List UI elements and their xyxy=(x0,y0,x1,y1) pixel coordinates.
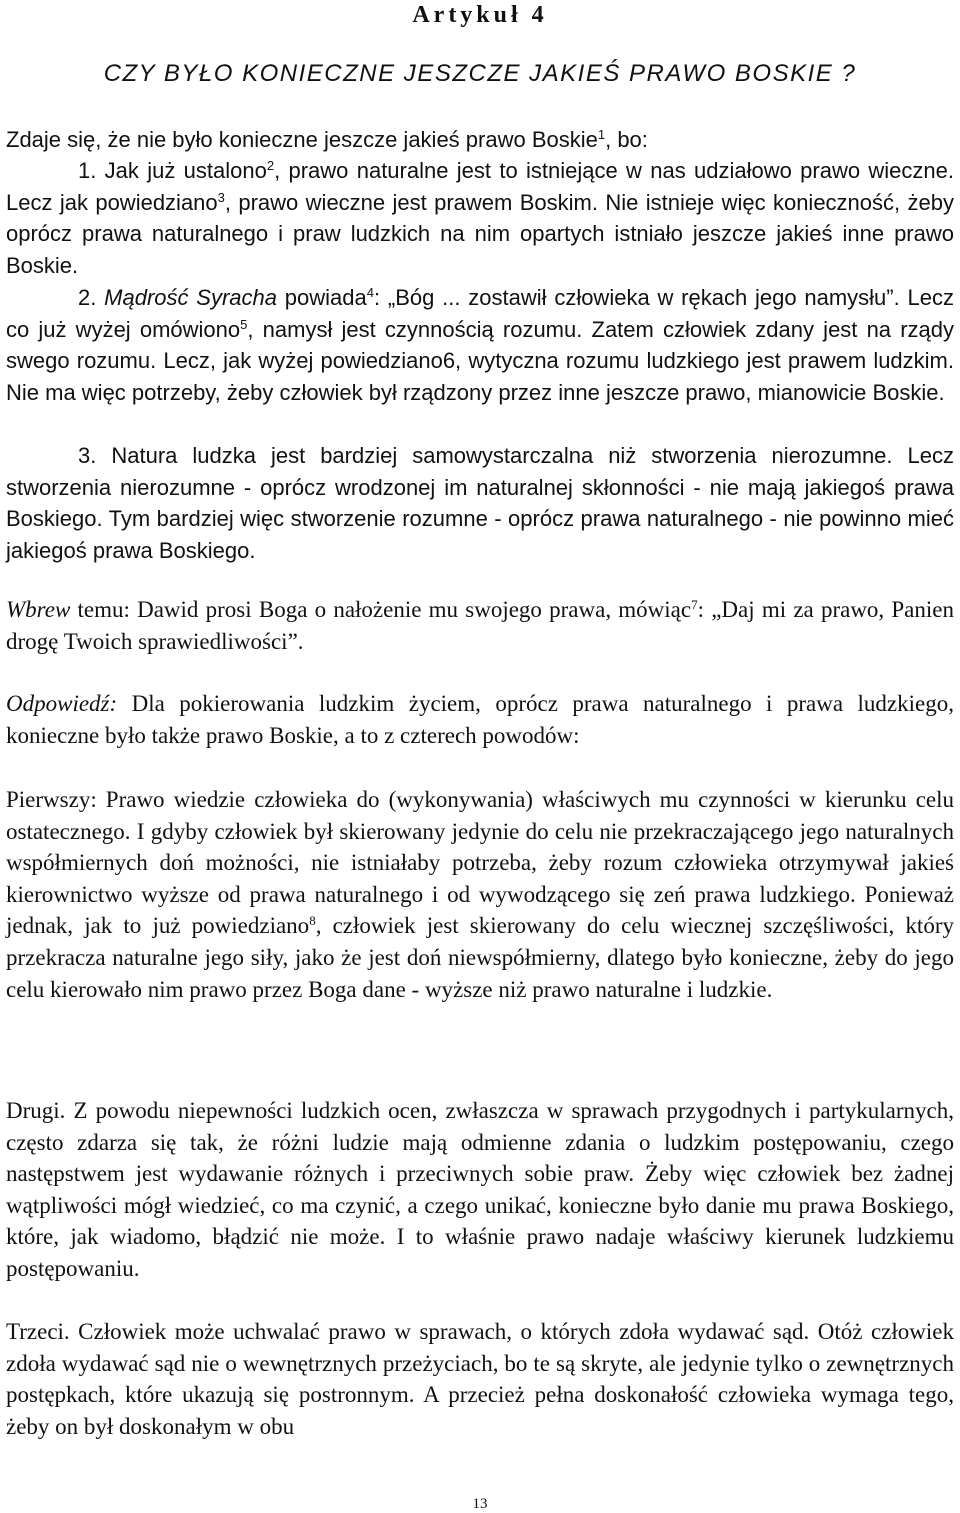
third-reason-paragraph: Trzeci. Człowiek może uchwalać prawo w sprawach, o których zdoła wydawać sąd. Otóż człowiek zdoła wydawać sąd nie o wewnętrznych przeżyciach, bo te są skryte, ale jedynie tylko o zewnętrznych postępkach, które ukazują się postronnym. A przecież pełna doskonałość człowieka wymaga tego, żeby on był doskonałym w obu xyxy=(6,1319,954,1439)
sed-contra-text-a: temu: Dawid prosi Boga o nałożenie mu swojego prawa, mówiąc xyxy=(70,597,692,622)
sed-contra-text-b: : „Daj mi za prawo, Panien drogę Twoich sprawiedliwości”. xyxy=(6,597,954,654)
footnote-ref[interactable]: 3 xyxy=(217,189,225,205)
footnote-ref[interactable]: 7 xyxy=(691,597,698,612)
question-heading: CZY BYŁO KONIECZNE JESZCZE JAKIEŚ PRAWO BOSKIE ? xyxy=(103,60,857,87)
footnote-ref[interactable]: 8 xyxy=(309,913,316,929)
objection-1-text-a: 1. Jak już ustalono xyxy=(78,158,267,183)
second-reason-paragraph: Drugi. Z powodu niepewności ludzkich ocen, zwłaszcza w sprawach przygodnych i partykularnych, często zdarza się tak, że różni ludzie mają odmienne zdania o ludzkim postępowaniu, czego następstwem jest wydawanie różnych i przeciwnych sobie praw. Żeby więc człowiek bez żadnej wątpliwości mógł wiedzieć, co ma czynić, a czego unikać, konieczne było danie mu prawa Boskiego, które, jak wiadomo, błądzić nie może. I to właśnie prawo nadaje właściwy kierunek ludzkiemu postępowaniu. xyxy=(6,1098,954,1281)
footnote-ref[interactable]: 2 xyxy=(266,158,275,173)
intro-text: Zdaje się, że nie było konieczne jeszcze jakieś prawo Boskie xyxy=(6,127,598,152)
response-text: Dla pokierowania ludzkim życiem, oprócz prawa naturalnego i prawa ludzkiego, konieczne było także prawo Boskie, a to z czterech powodów: xyxy=(6,691,954,748)
objection-1-text-b: , prawo naturalne jest to istniejące w nas udziałowo prawo wieczne. Lecz jak powiedziano xyxy=(6,158,954,215)
objection-2-text-d: , namysł jest czynnością rozumu. Zatem człowiek zdany jest na rządy swego rozumu. Lecz, jak wyżej powiedziano6, wytyczna rozumu ludzkiego jest prawem ludzkim. Nie ma więc potrzeby, żeby człowiek był rządzony przez inne jeszcze prawo, mianowicie Boskie. xyxy=(6,316,955,405)
page-number: 13 xyxy=(472,1496,488,1512)
sed-contra-paragraph xyxy=(6,594,954,657)
objection-2-text-a: 2. xyxy=(78,285,105,310)
first-reason-text-b: , człowiek jest skierowany do celu wiecznej szczęśliwości, który przekracza naturalne jego siły, jako że jest doń niewspółmierny, dlatego było konieczne, żeby do jego celu kierowało nim prawo przez Boga dane - wyższe niż prawo naturalne i ludzkie. xyxy=(6,913,954,1002)
intro-tail: , bo: xyxy=(605,127,648,152)
sed-contra-label: Wbrew xyxy=(6,597,71,622)
objections-intro xyxy=(6,124,954,156)
response-label: Odpowiedź: xyxy=(6,691,118,716)
first-reason-paragraph xyxy=(6,784,954,1005)
response-paragraph xyxy=(6,688,954,751)
first-reason-text-a: Pierwszy: Prawo wiedzie człowieka do (wykonywania) właściwych mu czynności w kierunku celu ostatecznego. I gdyby człowiek był skierowany jedynie do celu nie przekraczającego jego naturalnych współmiernych doń możności, nie istniałaby potrzeba, żeby rozum człowieka otrzymywał jakieś kierownictwo wyższe od prawa naturalnego i od wywodzącego się zeń prawa ludzkiego. Ponieważ jednak, jak to już powiedziano xyxy=(6,787,954,939)
objection-2-paragraph xyxy=(6,282,954,408)
footnote-ref[interactable]: 1 xyxy=(597,127,606,142)
article-heading: Artykuł 4 xyxy=(412,2,548,28)
book-title: Mądrość Syracha xyxy=(104,285,277,310)
objection-2-text-b: powiada xyxy=(277,285,367,310)
objection-1-text-c: , prawo wieczne jest prawem Boskim. Nie istnieje więc konieczność, żeby oprócz prawa naturalnego i praw ludzkich na nim opartych istniało jeszcze jakieś inne prawo Boskie. xyxy=(6,189,954,278)
objection-1-paragraph xyxy=(6,155,954,281)
objection-2-text-c: : „Bóg ... zostawił człowieka w rękach jego namysłu”. Lecz co już wyżej omówiono xyxy=(6,285,954,342)
objection-3-paragraph: 3. Natura ludzka jest bardziej samowystarczalna niż stworzenia nierozumne. Lecz stworzenia nierozumne - oprócz wrodzonej im naturalnej skłonności - nie mają jakiegoś prawa Boskiego. Tym bardziej więc stworzenie rozumne - oprócz prawa naturalnego - nie powinno mieć jakiegoś prawa Boskiego. xyxy=(6,443,954,563)
footnote-ref[interactable]: 4 xyxy=(366,285,374,300)
footnote-ref[interactable]: 5 xyxy=(240,316,248,332)
